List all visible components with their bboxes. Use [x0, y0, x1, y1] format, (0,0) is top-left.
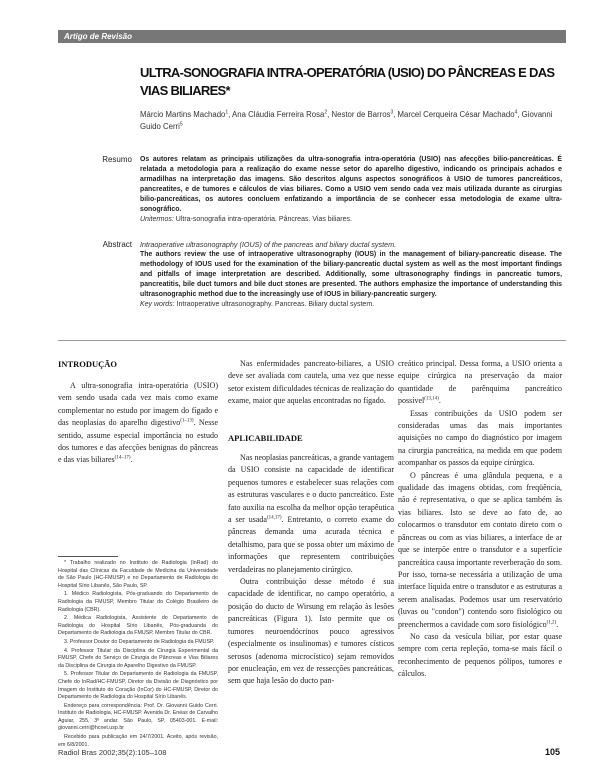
abstract-text: Intraoperative ultrasonography (IOUS) of the pancreas and biliary ductal system. The authors review the use of intraoperative ultrasonography (IOUS) in the management of biliary-pancreatic disease. The methodology of IOUS used for the examination of the biliary-pancreatic ductal system as well as the most important findings and pitfalls of image interpretation are described. Additionally, some ultrasonography findings in pancreatic tumors, pancreatitis, bile duct tumors and bile duct stones are presented. The authors emphasize the importance of understanding this ultrasonographic method due to the increasingly use of IOUS in biliary-pancreatic surgery. Key words: Intraoperative ultrasonography. Pancreas. Biliary ductal system. [140, 240, 562, 308]
resumo-label: Resumo [102, 155, 132, 164]
paragraph: No caso da vesícula biliar, por estar quase sempre com certa repleção, torna-se mais fácil o reconhecimento de pequenos pólipos, tumores e cálculos. [398, 631, 562, 679]
footnote-divider [58, 556, 118, 557]
footnote: Endereço para correspondência: Prof. Dr. Giovanni Guido Cerri. Instituto de Radiologia, HC-FMUSP. Avenida Dr. Enéas de Carvalho Aguiar, 255, 3º andar. São Paulo, SP, 05403-001. E-mail: giovanni.cerri@hcnet.usp.br [58, 702, 218, 732]
column-1 [58, 380, 218, 467]
heading-introducao: INTRODUÇÃO [58, 359, 118, 369]
author-3: , Nestor de Barros [327, 110, 391, 119]
abstract-title-en: Intraoperative ultrasonography (IOUS) of the pancreas and biliary ductal system. [140, 240, 397, 249]
paragraph: O pâncreas é uma glândula pequena, e a qualidade das imagens obtidas, com freqüência, não é representativa, o que se aplica também às vias biliares. Isto se deve ao fato de, ao colocarmos o transdutor em contato direto com o pâncreas ou com as vias biliares, a interface de ar que se interpõe entre o transdutor e a superfície pancreática causa importante reverberação do som. Por isso, torna-se necessária a utilização de uma interface líquida entre o transdutor e as estruturas a serem analisadas. Podemos usar um reservatório (luvas ou "condon") contendo soro fisiológico ou preenchermos a cavidade com soro fisiológico$^{(1,2)}$. [398, 470, 562, 629]
footnotes [58, 560, 218, 750]
heading-aplicabilidade: APLICABILIDADE [228, 433, 303, 443]
section-bar [58, 30, 566, 43]
paragraph: Essas contribuições da USIO podem ser consideradas umas das mais importantes aquisições no campo do diagnóstico por imagem na cirurgia pancreática, na medida em que podem acompanhar os passos da equipe cirúrgica. [398, 408, 562, 468]
column-2 [228, 358, 394, 408]
resumo-keywords: Unitermos: Ultra-sonografia intra-operatória. Pâncreas. Vias biliares. [140, 216, 352, 223]
journal-citation: Radiol Bras 2002;35(2):105–108 [58, 748, 167, 757]
resumo-text: Os autores relatam as principais utilizações da ultra-sonografia intra-operatória (USIO) nas afecções bilio-pancreáticas. É relatada a metodologia para a realização do exame nesse setor do aparelho digestivo, indicando os principais achados e armadilhas na interpretação das imagens. São descritos alguns aspectos sonográficos à USIO de tumores pancreáticos, pancreatites, e de tumores e cálculos de vias biliares. Como a USIO vem sendo cada vez mais utilizada durante as cirurgias bilio-pancreáticas, os autores concluem enfatizando a importância de se conhecer essa metodologia de exame ultra-sonográfico. Unitermos: Ultra-sonografia intra-operatória. Pâncreas. Vias biliares. [140, 156, 562, 223]
paragraph: creático principal. Dessa forma, a USIO orienta a equipe cirúrgica na preservação da maior quantidade de parênquima pancreático possível$^{(13,14)}$. [398, 359, 562, 406]
author-5: , Giovanni Guido Cerri [140, 110, 553, 131]
abstract-label: Abstract [102, 240, 132, 249]
section-label: Artigo de Revisão [64, 32, 133, 41]
column-3 [398, 358, 562, 681]
footnote: 5. Professor Titular do Departamento de Radiologia da FMUSP, Chefe do InRad/HC-FMUSP, Diretor da Divisão de Diagnóstico por Imagem do Instituto do Coração (InCor) do HC-FMUSP, Diretor do Departamento de Radiologia do Hospital Sírio Libanês. [58, 671, 218, 701]
author-list: Márcio Martins Machado$^1$, Ana Cláudia Ferreira Rosa$^2$, Nestor de Barros$^3$, Marcel Cerqueira César Machado$^4$, Giovanni Guido Cerri$^5$ [140, 109, 553, 131]
paragraph: A ultra-sonografia intra-operatória (USIO) vem sendo usada cada vez mais como exame complementar no estudo por imagem do fígado e das neoplasias do aparelho digestivo$^{(1-13)}$. Nesse sentido, assume especial importância no estudo dos tumores e das afecções benignas do pâncreas e das vias biliares$^{(14-17)}$. [58, 381, 219, 465]
author-4: , Marcel Cerqueira César Machado [393, 110, 515, 119]
paragraph: Nas neoplasias pancreáticas, a grande vantagem da USIO consiste na capacidade de identificar pequenos tumores e estabelecer suas relações com as estruturas vasculares e o ducto pancreático. Este fato auxilia na escolha da melhor opção terapêutica a ser usada$^{(14,17)}$. Entretanto, o correto exame do pâncreas demanda uma acurada técnica e detalhismo, para que se possa obter um máximo de informações que representem contribuições verdadeiras no planejamento cirúrgico. [228, 453, 394, 574]
column-2-body [228, 452, 394, 688]
paragraph: Nas enfermidades pancreato-biliares, a USIO deve ser avaliada com cautela, uma vez que nesse setor existem dificuldades técnicas de realização do exame, maior que aquelas encontradas no fígado. [228, 359, 394, 406]
footnote: * Trabalho realizado no Instituto de Radiologia (InRad) do Hospital das Clínicas da Faculdade de Medicina da Universidade de São Paulo (HC-FMUSP) e no Departamento de Radiologia do Hospital Sírio Libanês, São Paulo, SP. [58, 560, 218, 589]
section-divider [58, 340, 566, 341]
footnote: Recebido para publicação em 24/7/2001. Aceito, após revisão, em 6/8/2001. [58, 734, 218, 748]
article-title: ULTRA-SONOGRAFIA INTRA-OPERATÓRIA (USIO) DO PÂNCREAS E DAS VIAS BILIARES* [140, 65, 555, 98]
footnote: 2. Médica Radiologista, Assistente do Departamento de Radiologia do Hospital Sírio Libanês, Pós-graduanda do Departamento de Radiologia da FMUSP, Membro Titular do CBR. [58, 615, 218, 637]
author-2: , Ana Cláudia Ferreira Rosa [228, 110, 325, 119]
abstract-keywords: Key words: Intraoperative ultrasonography. Pancreas. Biliary ductal system. [140, 301, 375, 308]
page-number: 105 [544, 747, 560, 757]
paragraph: Outra contribuição desse método é sua capacidade de identificar, no campo operatório, a posição do ducto de Wirsung em relação às lesões pancreáticas (Figura 1). Isto permite que os tumores neuroendócrinos pouco agressivos (especialmente os insulinomas) e tumores císticos serosos (adenoma microcístico) sejam removidos por enucleação, em vez de ressecções pancreáticas, sem que haja lesão do ducto pan- [228, 577, 394, 686]
footnote: 1. Médico Radiologista, Pós-graduando do Departamento de Radiologia da FMUSP, Membro Titular do Colégio Brasileiro de Radiologia (CBR). [58, 591, 218, 613]
footnote: 4. Professor Titular da Disciplina de Cirurgia Experimental da FMUSP, Chefe do Serviço de Cirurgia de Pâncreas e Vias Biliares da Disciplina de Cirurgia do Aparelho Digestivo da FMUSP. [58, 647, 218, 669]
author-1: Márcio Martins Machado [140, 110, 226, 119]
footnote: 3. Professor Doutor do Departamento de Radiologia da FMUSP. [64, 638, 215, 645]
